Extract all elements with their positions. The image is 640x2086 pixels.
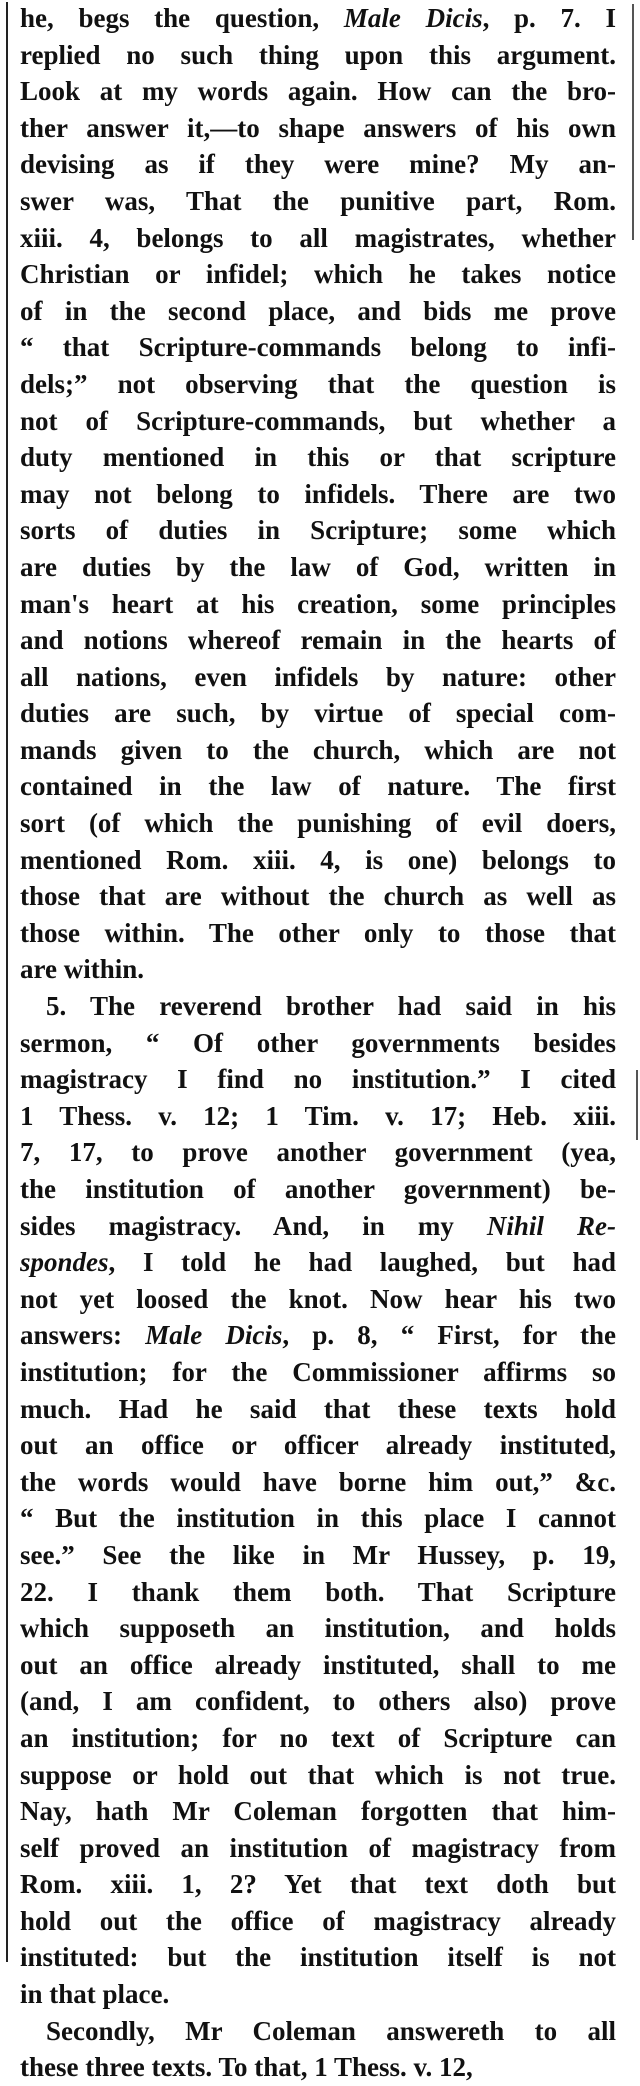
text-line: an institution; for no text of Scripture can: [20, 1722, 616, 1753]
text-line: xiii. 4, belongs to all magistrates, whether: [20, 222, 616, 253]
text-line: ther answer it,—to shape answers of his own: [20, 112, 616, 143]
text-line: out an office or officer already instituted,: [20, 1430, 616, 1461]
text-line: sort (of which the punishing of evil doers,: [20, 808, 616, 839]
text-line: instituted: but the institution itself is not: [20, 1942, 616, 1973]
text-line: duty mentioned in this or that scripture: [20, 442, 616, 473]
paragraph: [20, 2013, 616, 2086]
text-line: are duties by the law of God, written in: [20, 551, 616, 582]
text-line: are within.: [20, 954, 145, 985]
text-line: in that place.: [20, 1979, 170, 2010]
text-line: mands given to the church, which are not: [20, 734, 616, 765]
paragraph: [20, 0, 616, 988]
text-line: spondes, I told he had laughed, but had: [20, 1247, 616, 1278]
text-line: institution; for the Commissioner affirms so: [20, 1356, 616, 1387]
text-line: mentioned Rom. xiii. 4, is one) belongs to: [20, 844, 616, 875]
text-line: suppose or hold out that which is not true.: [20, 1759, 616, 1790]
text-line: Nay, hath Mr Coleman forgotten that him-: [20, 1796, 616, 1827]
text-line: not yet loosed the knot. Now hear his two: [20, 1283, 616, 1314]
text-line: “ But the institution in this place I cannot: [20, 1503, 616, 1534]
column-rule-left: [6, 2, 8, 1962]
text-line: dels;” not observing that the question is: [20, 368, 616, 399]
text-line: see.” See the like in Mr Hussey, p. 19,: [20, 1539, 616, 1570]
text-line: not of Scripture-commands, but whether a: [20, 405, 616, 436]
text-line: Look at my words again. How can the bro-: [20, 76, 616, 107]
text-line: all nations, even infidels by nature: other: [20, 661, 616, 692]
text-line: devising as if they were mine? My an-: [20, 149, 616, 180]
text-line: those that are without the church as well as: [20, 881, 616, 912]
text-line: “ that Scripture-commands belong to infi-: [20, 332, 616, 363]
text-column: [20, 0, 616, 2086]
text-line: may not belong to infidels. There are two: [20, 478, 616, 509]
text-line: 1 Thess. v. 12; 1 Tim. v. 17; Heb. xiii.: [20, 1100, 616, 1131]
paragraph: [20, 988, 616, 2013]
text-line: out an office already instituted, shall to me: [20, 1649, 616, 1680]
text-line: the institution of another government) be-: [20, 1174, 616, 1204]
text-line: swer was, That the punitive part, Rom.: [20, 185, 616, 216]
text-line: he, begs the question, Male Dicis, p. 7. I: [20, 3, 616, 33]
text-line: of in the second place, and bids me prove: [20, 295, 616, 326]
text-line: Secondly, Mr Coleman answereth to all: [46, 2015, 616, 2046]
text-line: the words would have borne him out,” &c.: [20, 1466, 616, 1497]
text-line: 7, 17, to prove another government (yea,: [20, 1137, 616, 1168]
text-line: (and, I am confident, to others also) prove: [20, 1686, 616, 1717]
text-line: sorts of duties in Scripture; some which: [20, 515, 616, 546]
text-line: Christian or infidel; which he takes notice: [20, 259, 616, 290]
text-line: Rom. xiii. 1, 2? Yet that text doth but: [20, 1869, 616, 1900]
text-line: sermon, “ Of other governments besides: [20, 1027, 616, 1058]
column-rule-right: [632, 4, 634, 240]
text-line: sides magistracy. And, in my Nihil Re-: [20, 1210, 616, 1241]
text-line: which supposeth an institution, and holds: [20, 1613, 616, 1644]
text-line: self proved an institution of magistracy from: [20, 1832, 616, 1863]
text-line: 22. I thank them both. That Scripture: [20, 1576, 616, 1607]
text-line: contained in the law of nature. The first: [20, 771, 616, 802]
column-rule-right-lower: [636, 1070, 638, 1140]
text-line: duties are such, by virtue of special com-: [20, 698, 616, 729]
text-line: hold out the office of magistracy already: [20, 1905, 616, 1936]
text-line: answers: Male Dicis, p. 8, “ First, for the: [20, 1320, 616, 1351]
text-line: man's heart at his creation, some principles: [20, 588, 616, 619]
text-line: magistracy I find no institution.” I cited: [20, 1064, 616, 1095]
text-line: and notions whereof remain in the hearts of: [20, 625, 616, 656]
text-line: replied no such thing upon this argument.: [20, 39, 616, 70]
text-line: these three texts. To that, 1 Thess. v. 12,: [20, 2052, 473, 2083]
text-line: those within. The other only to those that: [20, 917, 616, 948]
text-line: 5. The reverend brother had said in his: [46, 991, 616, 1022]
text-line: much. Had he said that these texts hold: [20, 1393, 616, 1424]
